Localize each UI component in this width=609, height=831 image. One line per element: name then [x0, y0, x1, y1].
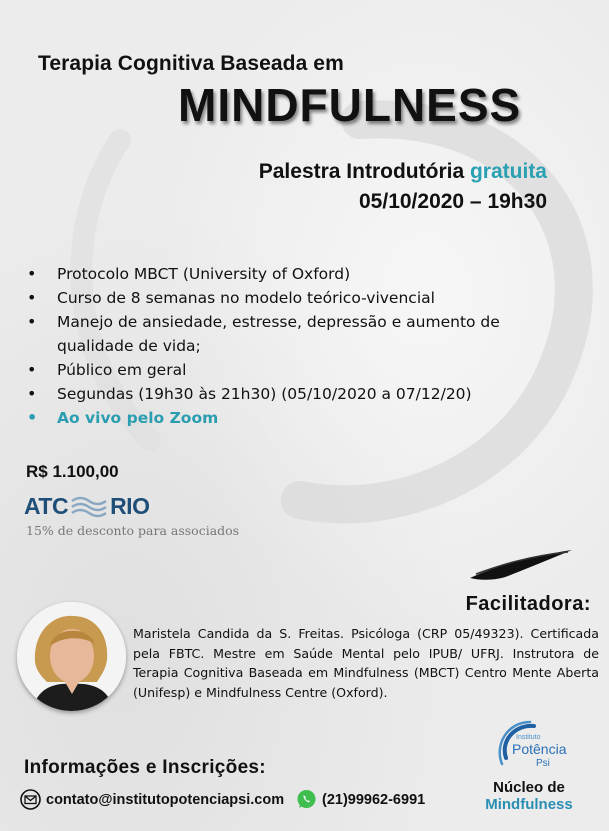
list-item: • Público em geral [26, 358, 536, 382]
logo-main-text: Potência [512, 741, 567, 757]
list-item: • Curso de 8 semanas no modelo teórico-vivencial [26, 286, 536, 310]
email-contact[interactable] [20, 789, 284, 810]
email-link[interactable]: contato@institutopotenciapsi.com [46, 791, 285, 808]
feature-list [26, 262, 536, 430]
nucleo-mindfulness [466, 779, 592, 813]
list-item-zoom: • Ao vivo pelo Zoom [26, 406, 536, 430]
logo-sub-text: Psi [536, 758, 550, 769]
talk-datetime: 05/10/2020 – 19h30 [359, 190, 547, 213]
contact-heading: Informações e Inscrições: [24, 757, 266, 778]
talk-free-label: gratuita [469, 160, 547, 183]
course-title: MINDFULNESS [178, 79, 522, 131]
facilitator-bio: Maristela Candida da S. Freitas. Psicóloga (CRP 05/49323). Certificada pela FBTC. Mestre em Saúde Mental pelo IPUB/ UFRJ. Instrutora de Terapia Cognitiva Baseada em Mindfulness (MBCT) Centro Mente Aberta (Unifesp) e Mindfulness Centre (Oxford). [133, 626, 599, 700]
atc-rio-logo [24, 493, 149, 520]
list-item: • Manejo de ansiedade, estresse, depressão e aumento de qualidade de vida; [26, 310, 536, 358]
atc-logo-right: RIO [110, 493, 150, 519]
talk-heading [259, 160, 547, 184]
brush-stroke-icon [468, 548, 574, 582]
price: R$ 1.100,00 [26, 462, 119, 481]
whatsapp-icon [296, 789, 317, 810]
course-subtitle: Terapia Cognitiva Baseada em [38, 52, 344, 75]
waves-icon [70, 494, 108, 520]
nucleo-line1: Núcleo de [493, 779, 565, 796]
logo-small-text: Instituto [516, 734, 541, 741]
list-item: • Protocolo MBCT (University of Oxford) [26, 262, 536, 286]
atc-logo-left: ATC [24, 493, 69, 519]
envelope-icon [20, 789, 41, 810]
phone-number[interactable]: (21)99962-6991 [322, 791, 426, 808]
discount-note: 15% de desconto para associados [26, 523, 240, 538]
talk-label: Palestra Introdutória [258, 160, 465, 183]
facilitator-heading: Facilitadora: [465, 593, 591, 615]
facilitator-photo [17, 602, 126, 711]
instituto-potencia-psi-logo [486, 718, 572, 788]
nucleo-line2: Mindfulness [485, 796, 573, 813]
phone-contact[interactable] [296, 789, 425, 810]
list-item: • Segundas (19h30 às 21h30) (05/10/2020 a 07/12/20) [26, 382, 536, 406]
